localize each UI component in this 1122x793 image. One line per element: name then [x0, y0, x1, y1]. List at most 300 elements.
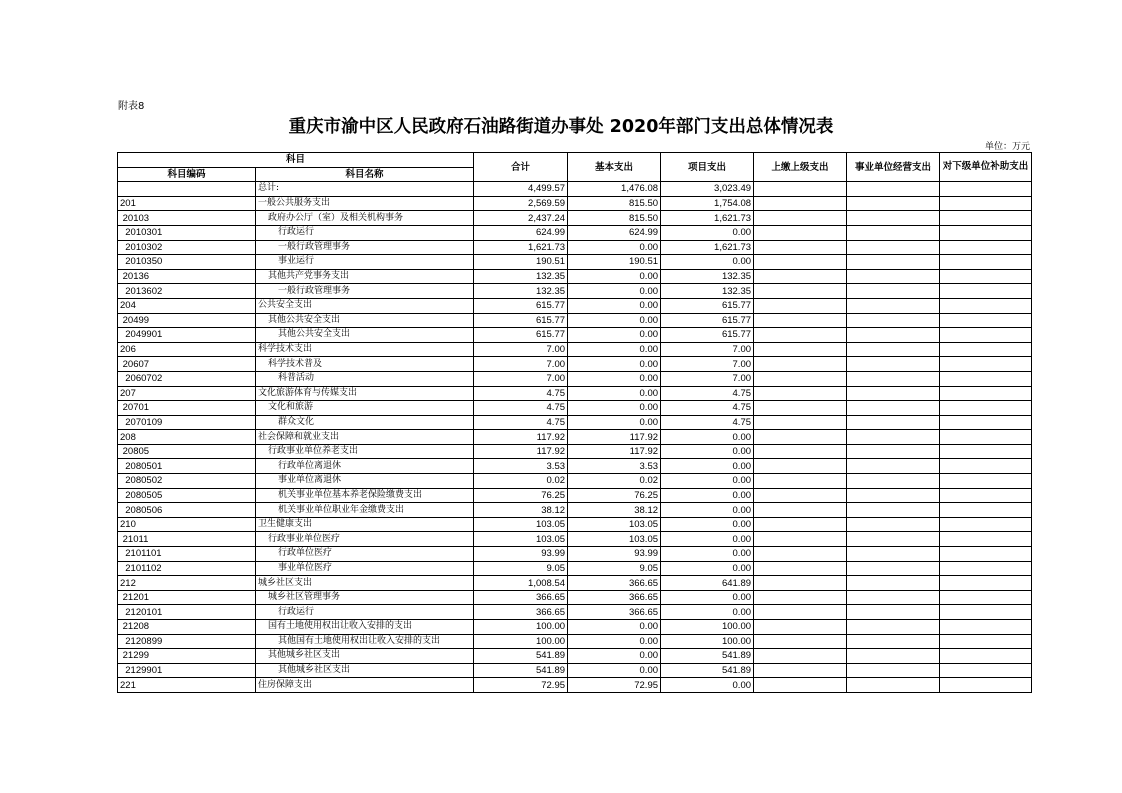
cell-basic: 0.00 — [568, 371, 661, 386]
cell-subsidy — [940, 590, 1032, 605]
cell-code: 21201 — [118, 590, 256, 605]
cell-name: 政府办公厅（室）及相关机构事务 — [256, 211, 474, 226]
cell-project: 0.00 — [661, 474, 754, 489]
cell-basic: 0.00 — [568, 240, 661, 255]
cell-basic: 366.65 — [568, 576, 661, 591]
cell-subsidy — [940, 561, 1032, 576]
cell-upper — [754, 415, 847, 430]
table-row — [118, 415, 1032, 430]
cell-code: 206 — [118, 342, 256, 357]
cell-project: 0.00 — [661, 547, 754, 562]
cell-business — [847, 444, 940, 459]
table-row — [118, 196, 1032, 211]
cell-basic: 0.00 — [568, 649, 661, 664]
cell-code: 207 — [118, 386, 256, 401]
cell-basic: 0.00 — [568, 328, 661, 343]
cell-code: 20805 — [118, 444, 256, 459]
cell-code: 221 — [118, 678, 256, 693]
cell-upper — [754, 634, 847, 649]
cell-name: 总计: — [256, 182, 474, 197]
cell-subsidy — [940, 517, 1032, 532]
cell-project: 541.89 — [661, 649, 754, 664]
cell-business — [847, 211, 940, 226]
cell-project: 7.00 — [661, 371, 754, 386]
cell-basic: 0.00 — [568, 357, 661, 372]
cell-business — [847, 328, 940, 343]
cell-name: 社会保障和就业支出 — [256, 430, 474, 445]
cell-code: 208 — [118, 430, 256, 445]
cell-name: 城乡社区支出 — [256, 576, 474, 591]
cell-total: 7.00 — [474, 342, 568, 357]
table-row — [118, 284, 1032, 299]
cell-subsidy — [940, 240, 1032, 255]
table-row — [118, 328, 1032, 343]
cell-basic: 366.65 — [568, 605, 661, 620]
header-subject-code: 科目编码 — [118, 167, 256, 182]
cell-upper — [754, 225, 847, 240]
cell-basic: 38.12 — [568, 503, 661, 518]
cell-total: 4.75 — [474, 415, 568, 430]
cell-upper — [754, 678, 847, 693]
cell-upper — [754, 444, 847, 459]
table-row — [118, 561, 1032, 576]
cell-upper — [754, 182, 847, 197]
cell-upper — [754, 532, 847, 547]
table-row — [118, 649, 1032, 664]
cell-subsidy — [940, 620, 1032, 635]
cell-basic: 0.00 — [568, 415, 661, 430]
cell-subsidy — [940, 430, 1032, 445]
cell-basic: 0.00 — [568, 386, 661, 401]
cell-project: 0.00 — [661, 255, 754, 270]
cell-basic: 0.00 — [568, 313, 661, 328]
cell-project: 7.00 — [661, 342, 754, 357]
cell-code: 2120899 — [118, 634, 256, 649]
cell-code: 2070109 — [118, 415, 256, 430]
cell-basic: 0.00 — [568, 298, 661, 313]
cell-basic: 366.65 — [568, 590, 661, 605]
cell-project: 100.00 — [661, 620, 754, 635]
cell-upper — [754, 298, 847, 313]
cell-project: 615.77 — [661, 328, 754, 343]
cell-code: 201 — [118, 196, 256, 211]
cell-name: 一般行政管理事务 — [256, 240, 474, 255]
table-row — [118, 576, 1032, 591]
cell-total: 132.35 — [474, 284, 568, 299]
cell-basic: 0.00 — [568, 634, 661, 649]
cell-project: 100.00 — [661, 634, 754, 649]
cell-business — [847, 415, 940, 430]
cell-total: 0.02 — [474, 474, 568, 489]
cell-basic: 72.95 — [568, 678, 661, 693]
cell-basic: 117.92 — [568, 430, 661, 445]
cell-upper — [754, 488, 847, 503]
cell-name: 其他共产党事务支出 — [256, 269, 474, 284]
cell-total: 190.51 — [474, 255, 568, 270]
cell-project: 132.35 — [661, 284, 754, 299]
cell-project: 641.89 — [661, 576, 754, 591]
table-row — [118, 430, 1032, 445]
cell-subsidy — [940, 532, 1032, 547]
cell-project: 132.35 — [661, 269, 754, 284]
cell-total: 7.00 — [474, 357, 568, 372]
cell-total: 103.05 — [474, 517, 568, 532]
cell-subsidy — [940, 474, 1032, 489]
cell-business — [847, 561, 940, 576]
cell-basic: 190.51 — [568, 255, 661, 270]
cell-business — [847, 386, 940, 401]
cell-basic: 0.00 — [568, 663, 661, 678]
cell-subsidy — [940, 196, 1032, 211]
cell-subsidy — [940, 313, 1032, 328]
table-row — [118, 634, 1032, 649]
cell-name: 公共安全支出 — [256, 298, 474, 313]
cell-name: 住房保障支出 — [256, 678, 474, 693]
cell-business — [847, 517, 940, 532]
cell-subsidy — [940, 488, 1032, 503]
cell-name: 科普活动 — [256, 371, 474, 386]
table-row — [118, 444, 1032, 459]
cell-code: 2010350 — [118, 255, 256, 270]
cell-business — [847, 430, 940, 445]
table-row — [118, 488, 1032, 503]
table-row — [118, 357, 1032, 372]
cell-total: 2,569.59 — [474, 196, 568, 211]
cell-upper — [754, 255, 847, 270]
table-row — [118, 547, 1032, 562]
cell-subsidy — [940, 357, 1032, 372]
cell-business — [847, 532, 940, 547]
cell-code: 2080506 — [118, 503, 256, 518]
cell-business — [847, 255, 940, 270]
table-row — [118, 342, 1032, 357]
cell-total: 2,437.24 — [474, 211, 568, 226]
cell-name: 行政事业单位医疗 — [256, 532, 474, 547]
cell-code: 2101101 — [118, 547, 256, 562]
cell-business — [847, 678, 940, 693]
cell-name: 科学技术普及 — [256, 357, 474, 372]
cell-upper — [754, 357, 847, 372]
cell-upper — [754, 517, 847, 532]
cell-name: 卫生健康支出 — [256, 517, 474, 532]
cell-upper — [754, 503, 847, 518]
cell-upper — [754, 240, 847, 255]
table-row — [118, 620, 1032, 635]
cell-name: 其他城乡社区支出 — [256, 649, 474, 664]
cell-subsidy — [940, 459, 1032, 474]
cell-subsidy — [940, 386, 1032, 401]
cell-total: 117.92 — [474, 444, 568, 459]
cell-subsidy — [940, 634, 1032, 649]
cell-subsidy — [940, 298, 1032, 313]
cell-project: 4.75 — [661, 386, 754, 401]
cell-subsidy — [940, 444, 1032, 459]
cell-total: 7.00 — [474, 371, 568, 386]
cell-name: 行政单位医疗 — [256, 547, 474, 562]
cell-business — [847, 240, 940, 255]
cell-project: 0.00 — [661, 488, 754, 503]
cell-total: 100.00 — [474, 634, 568, 649]
cell-name: 其他公共安全支出 — [256, 328, 474, 343]
cell-business — [847, 634, 940, 649]
cell-subsidy — [940, 503, 1032, 518]
cell-total: 3.53 — [474, 459, 568, 474]
cell-basic: 117.92 — [568, 444, 661, 459]
cell-basic: 103.05 — [568, 532, 661, 547]
cell-project: 0.00 — [661, 430, 754, 445]
table-row — [118, 211, 1032, 226]
header-subject: 科目 — [118, 153, 474, 168]
cell-business — [847, 576, 940, 591]
table-row — [118, 663, 1032, 678]
cell-total: 38.12 — [474, 503, 568, 518]
header-subject-name: 科目名称 — [256, 167, 474, 182]
cell-project: 615.77 — [661, 313, 754, 328]
cell-project: 1,621.73 — [661, 240, 754, 255]
cell-subsidy — [940, 663, 1032, 678]
cell-total: 4.75 — [474, 401, 568, 416]
cell-subsidy — [940, 182, 1032, 197]
cell-code: 2101102 — [118, 561, 256, 576]
cell-name: 文化旅游体育与传媒支出 — [256, 386, 474, 401]
cell-code — [118, 182, 256, 197]
table-row — [118, 386, 1032, 401]
table-row — [118, 225, 1032, 240]
cell-business — [847, 459, 940, 474]
cell-subsidy — [940, 547, 1032, 562]
table-row — [118, 255, 1032, 270]
cell-total: 132.35 — [474, 269, 568, 284]
cell-basic: 76.25 — [568, 488, 661, 503]
cell-upper — [754, 342, 847, 357]
cell-name: 行政运行 — [256, 225, 474, 240]
cell-total: 615.77 — [474, 313, 568, 328]
cell-total: 100.00 — [474, 620, 568, 635]
cell-business — [847, 357, 940, 372]
cell-basic: 0.00 — [568, 269, 661, 284]
cell-total: 103.05 — [474, 532, 568, 547]
cell-upper — [754, 430, 847, 445]
cell-upper — [754, 371, 847, 386]
unit-label: 单位：万元 — [984, 142, 1030, 152]
cell-code: 2049901 — [118, 328, 256, 343]
header-total: 合计 — [474, 153, 568, 182]
cell-code: 2080505 — [118, 488, 256, 503]
table-row — [118, 474, 1032, 489]
cell-project: 0.00 — [661, 503, 754, 518]
cell-code: 210 — [118, 517, 256, 532]
cell-code: 204 — [118, 298, 256, 313]
table-row — [118, 240, 1032, 255]
cell-code: 2010301 — [118, 225, 256, 240]
cell-upper — [754, 284, 847, 299]
cell-basic: 9.05 — [568, 561, 661, 576]
cell-upper — [754, 576, 847, 591]
cell-code: 2013602 — [118, 284, 256, 299]
cell-total: 72.95 — [474, 678, 568, 693]
cell-name: 群众文化 — [256, 415, 474, 430]
cell-business — [847, 371, 940, 386]
cell-subsidy — [940, 342, 1032, 357]
cell-basic: 0.00 — [568, 401, 661, 416]
cell-business — [847, 182, 940, 197]
cell-subsidy — [940, 576, 1032, 591]
cell-basic: 1,476.08 — [568, 182, 661, 197]
cell-business — [847, 313, 940, 328]
cell-subsidy — [940, 401, 1032, 416]
cell-total: 1,621.73 — [474, 240, 568, 255]
cell-basic: 0.00 — [568, 342, 661, 357]
cell-total: 4,499.57 — [474, 182, 568, 197]
cell-name: 事业单位离退休 — [256, 474, 474, 489]
cell-project: 0.00 — [661, 590, 754, 605]
header-business: 事业单位经营支出 — [847, 153, 940, 182]
cell-name: 其他城乡社区支出 — [256, 663, 474, 678]
table-row — [118, 401, 1032, 416]
cell-upper — [754, 459, 847, 474]
cell-total: 541.89 — [474, 649, 568, 664]
cell-upper — [754, 474, 847, 489]
table-row — [118, 313, 1032, 328]
cell-name: 事业单位医疗 — [256, 561, 474, 576]
cell-basic: 0.00 — [568, 284, 661, 299]
cell-total: 93.99 — [474, 547, 568, 562]
header-subsidy: 对下级单位补助支出 — [940, 153, 1032, 182]
table-row — [118, 182, 1032, 197]
cell-upper — [754, 620, 847, 635]
cell-upper — [754, 547, 847, 562]
cell-business — [847, 196, 940, 211]
table-row — [118, 298, 1032, 313]
cell-business — [847, 620, 940, 635]
cell-subsidy — [940, 284, 1032, 299]
cell-name: 其他公共安全支出 — [256, 313, 474, 328]
cell-name: 事业运行 — [256, 255, 474, 270]
cell-business — [847, 547, 940, 562]
cell-project: 0.00 — [661, 517, 754, 532]
cell-upper — [754, 196, 847, 211]
cell-project: 541.89 — [661, 663, 754, 678]
cell-code: 2129901 — [118, 663, 256, 678]
cell-total: 541.89 — [474, 663, 568, 678]
cell-name: 行政事业单位养老支出 — [256, 444, 474, 459]
table-row — [118, 371, 1032, 386]
cell-total: 615.77 — [474, 328, 568, 343]
cell-code: 21208 — [118, 620, 256, 635]
cell-upper — [754, 649, 847, 664]
cell-business — [847, 663, 940, 678]
cell-business — [847, 474, 940, 489]
cell-code: 2120101 — [118, 605, 256, 620]
cell-business — [847, 590, 940, 605]
table-row — [118, 517, 1032, 532]
cell-project: 0.00 — [661, 605, 754, 620]
page-title: 重庆市渝中区人民政府石油路街道办事处 2020年部门支出总体情况表 — [288, 117, 834, 137]
cell-upper — [754, 663, 847, 678]
cell-subsidy — [940, 225, 1032, 240]
cell-project: 3,023.49 — [661, 182, 754, 197]
cell-code: 21299 — [118, 649, 256, 664]
cell-code: 21011 — [118, 532, 256, 547]
cell-name: 一般行政管理事务 — [256, 284, 474, 299]
cell-business — [847, 401, 940, 416]
table-body — [118, 182, 1032, 693]
cell-upper — [754, 211, 847, 226]
cell-code: 20701 — [118, 401, 256, 416]
cell-project: 1,754.08 — [661, 196, 754, 211]
cell-business — [847, 342, 940, 357]
cell-project: 0.00 — [661, 444, 754, 459]
cell-subsidy — [940, 269, 1032, 284]
cell-code: 20103 — [118, 211, 256, 226]
cell-code: 2080501 — [118, 459, 256, 474]
cell-subsidy — [940, 328, 1032, 343]
cell-project: 4.75 — [661, 401, 754, 416]
cell-name: 机关事业单位基本养老保险缴费支出 — [256, 488, 474, 503]
cell-code: 20136 — [118, 269, 256, 284]
cell-project: 0.00 — [661, 225, 754, 240]
cell-project: 4.75 — [661, 415, 754, 430]
cell-code: 2060702 — [118, 371, 256, 386]
cell-name: 其他国有土地使用权出让收入安排的支出 — [256, 634, 474, 649]
table-row — [118, 605, 1032, 620]
cell-basic: 815.50 — [568, 211, 661, 226]
cell-code: 2080502 — [118, 474, 256, 489]
cell-name: 文化和旅游 — [256, 401, 474, 416]
cell-upper — [754, 386, 847, 401]
table-row — [118, 590, 1032, 605]
cell-business — [847, 298, 940, 313]
cell-basic: 0.00 — [568, 620, 661, 635]
cell-subsidy — [940, 678, 1032, 693]
header-project: 项目支出 — [661, 153, 754, 182]
cell-basic: 103.05 — [568, 517, 661, 532]
cell-project: 1,621.73 — [661, 211, 754, 226]
cell-upper — [754, 590, 847, 605]
cell-upper — [754, 269, 847, 284]
cell-basic: 3.53 — [568, 459, 661, 474]
header-upper: 上缴上级支出 — [754, 153, 847, 182]
cell-project: 0.00 — [661, 459, 754, 474]
cell-upper — [754, 605, 847, 620]
cell-subsidy — [940, 371, 1032, 386]
header-basic: 基本支出 — [568, 153, 661, 182]
cell-code: 20607 — [118, 357, 256, 372]
cell-subsidy — [940, 415, 1032, 430]
cell-project: 7.00 — [661, 357, 754, 372]
cell-name: 国有土地使用权出让收入安排的支出 — [256, 620, 474, 635]
cell-total: 615.77 — [474, 298, 568, 313]
attachment-label: 附表8 — [118, 101, 145, 112]
cell-subsidy — [940, 211, 1032, 226]
cell-name: 行政运行 — [256, 605, 474, 620]
cell-code: 20499 — [118, 313, 256, 328]
cell-business — [847, 649, 940, 664]
table-row — [118, 503, 1032, 518]
cell-code: 2010302 — [118, 240, 256, 255]
cell-basic: 815.50 — [568, 196, 661, 211]
cell-project: 0.00 — [661, 532, 754, 547]
table-row — [118, 459, 1032, 474]
cell-business — [847, 269, 940, 284]
cell-basic: 624.99 — [568, 225, 661, 240]
cell-basic: 0.02 — [568, 474, 661, 489]
cell-total: 1,008.54 — [474, 576, 568, 591]
cell-upper — [754, 328, 847, 343]
cell-name: 机关事业单位职业年金缴费支出 — [256, 503, 474, 518]
cell-subsidy — [940, 649, 1032, 664]
table-row — [118, 532, 1032, 547]
